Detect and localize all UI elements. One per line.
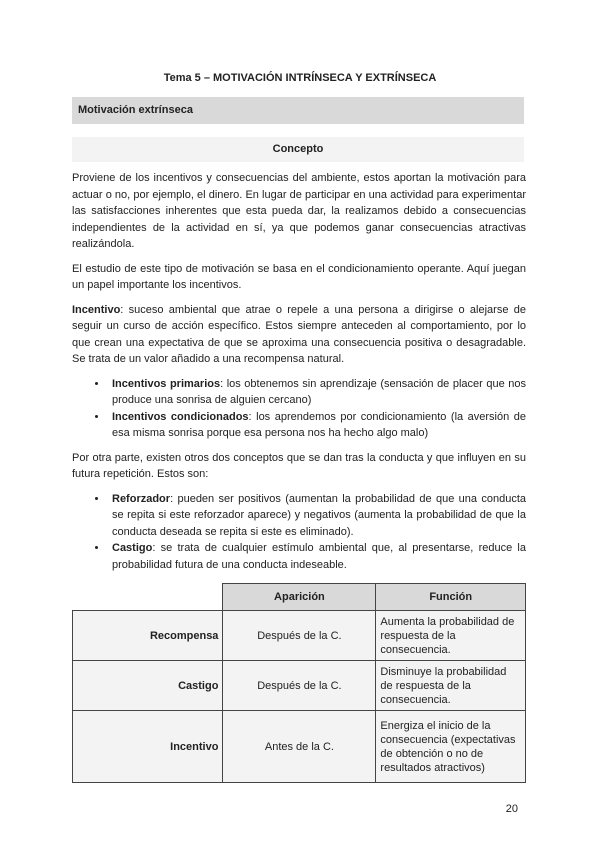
term: Castigo — [112, 542, 153, 554]
table-row — [73, 611, 526, 661]
section-heading: Motivación extrínseca — [72, 97, 524, 124]
column-header: Aparición — [223, 584, 376, 611]
concept-list — [72, 491, 526, 574]
table-cell: Después de la C. — [223, 611, 376, 661]
row-header: Incentivo — [73, 711, 223, 783]
definition: : los obtenemos sin aprendizaje (sensación de placer que nos produce una sonrisa de alguien cercano) — [112, 377, 527, 406]
table-row — [73, 711, 526, 783]
list-item — [108, 491, 526, 541]
paragraph: Proviene de los incentivos y consecuencias del ambiente, estos aportan la motivación para actuar o no, por ejemplo, el dinero. En lugar de participar en una actividad para experimentar las satisfacciones inherentes que esta pueda dar, la realizamos debido a consecuencias independientes de la actividad en sí, ya que podemos ganar consecuencias atractivas realizándola. — [72, 172, 526, 250]
table-cell: Después de la C. — [223, 661, 376, 711]
row-header: Castigo — [73, 661, 223, 711]
list-item — [108, 409, 526, 442]
table-row — [73, 661, 526, 711]
subsection-heading: Concepto — [72, 137, 524, 162]
comparison-table — [72, 583, 526, 783]
term: Incentivo — [72, 303, 121, 316]
row-header: Recompensa — [73, 611, 223, 661]
table-cell: Aumenta la probabilidad de respuesta de la consecuencia. — [376, 611, 526, 661]
list-item — [108, 540, 526, 573]
list-item — [108, 376, 526, 409]
definition: : suceso ambiental que atrae o repele a una persona a dirigirse o alejarse de seguir un curso de acción específico. Estos siempre anteceden al comportamiento, por lo que crean una expectativa de que se aproxima una consecuencia positiva o desagradable. Se trata de un valor añadido a una recompensa natural. — [72, 303, 526, 365]
column-header: Función — [376, 584, 526, 611]
term: Incentivos condicionados — [112, 410, 249, 423]
empty-cell — [73, 584, 223, 611]
page-number: 20 — [505, 803, 518, 815]
paragraph: Por otra parte, existen otros dos conceptos que se dan tras la conducta y que influyen en su futura repetición. Estos son: — [72, 451, 526, 480]
paragraph — [72, 302, 526, 368]
paragraph: El estudio de este tipo de motivación se basa en el condicionamiento operante. Aquí juegan un papel importante los incentivos. — [72, 262, 526, 291]
table-header-row — [73, 584, 526, 611]
page-body — [72, 170, 526, 815]
table-cell: Energiza el inicio de la consecuencia (expectativas de obtención o no de resultados atractivos) — [376, 711, 526, 783]
definition: : se trata de cualquier estímulo ambiental que, al presentarse, reduce la probabilidad futura de una conducta indeseable. — [112, 542, 526, 571]
table-cell: Antes de la C. — [223, 711, 376, 783]
definition: : pueden ser positivos (aumentan la probabilidad de que una conducta se repita si este reforzador aparece) y negativos (aumenta la probabilidad de que la conducta deseada se repita si este es eliminado). — [112, 492, 526, 538]
incentive-list — [72, 376, 526, 442]
table-cell: Disminuye la probabilidad de respuesta de la consecuencia. — [376, 661, 526, 711]
term: Reforzador — [112, 492, 171, 505]
definition: : los aprendemos por condicionamiento (la aversión de esa misma sonrisa porque esa persona nos ha hecho algo malo) — [112, 410, 526, 439]
term: Incentivos primarios — [112, 377, 221, 390]
body-text — [72, 170, 526, 573]
page-title: Tema 5 – MOTIVACIÓN INTRÍNSECA Y EXTRÍNSECA — [163, 72, 437, 84]
